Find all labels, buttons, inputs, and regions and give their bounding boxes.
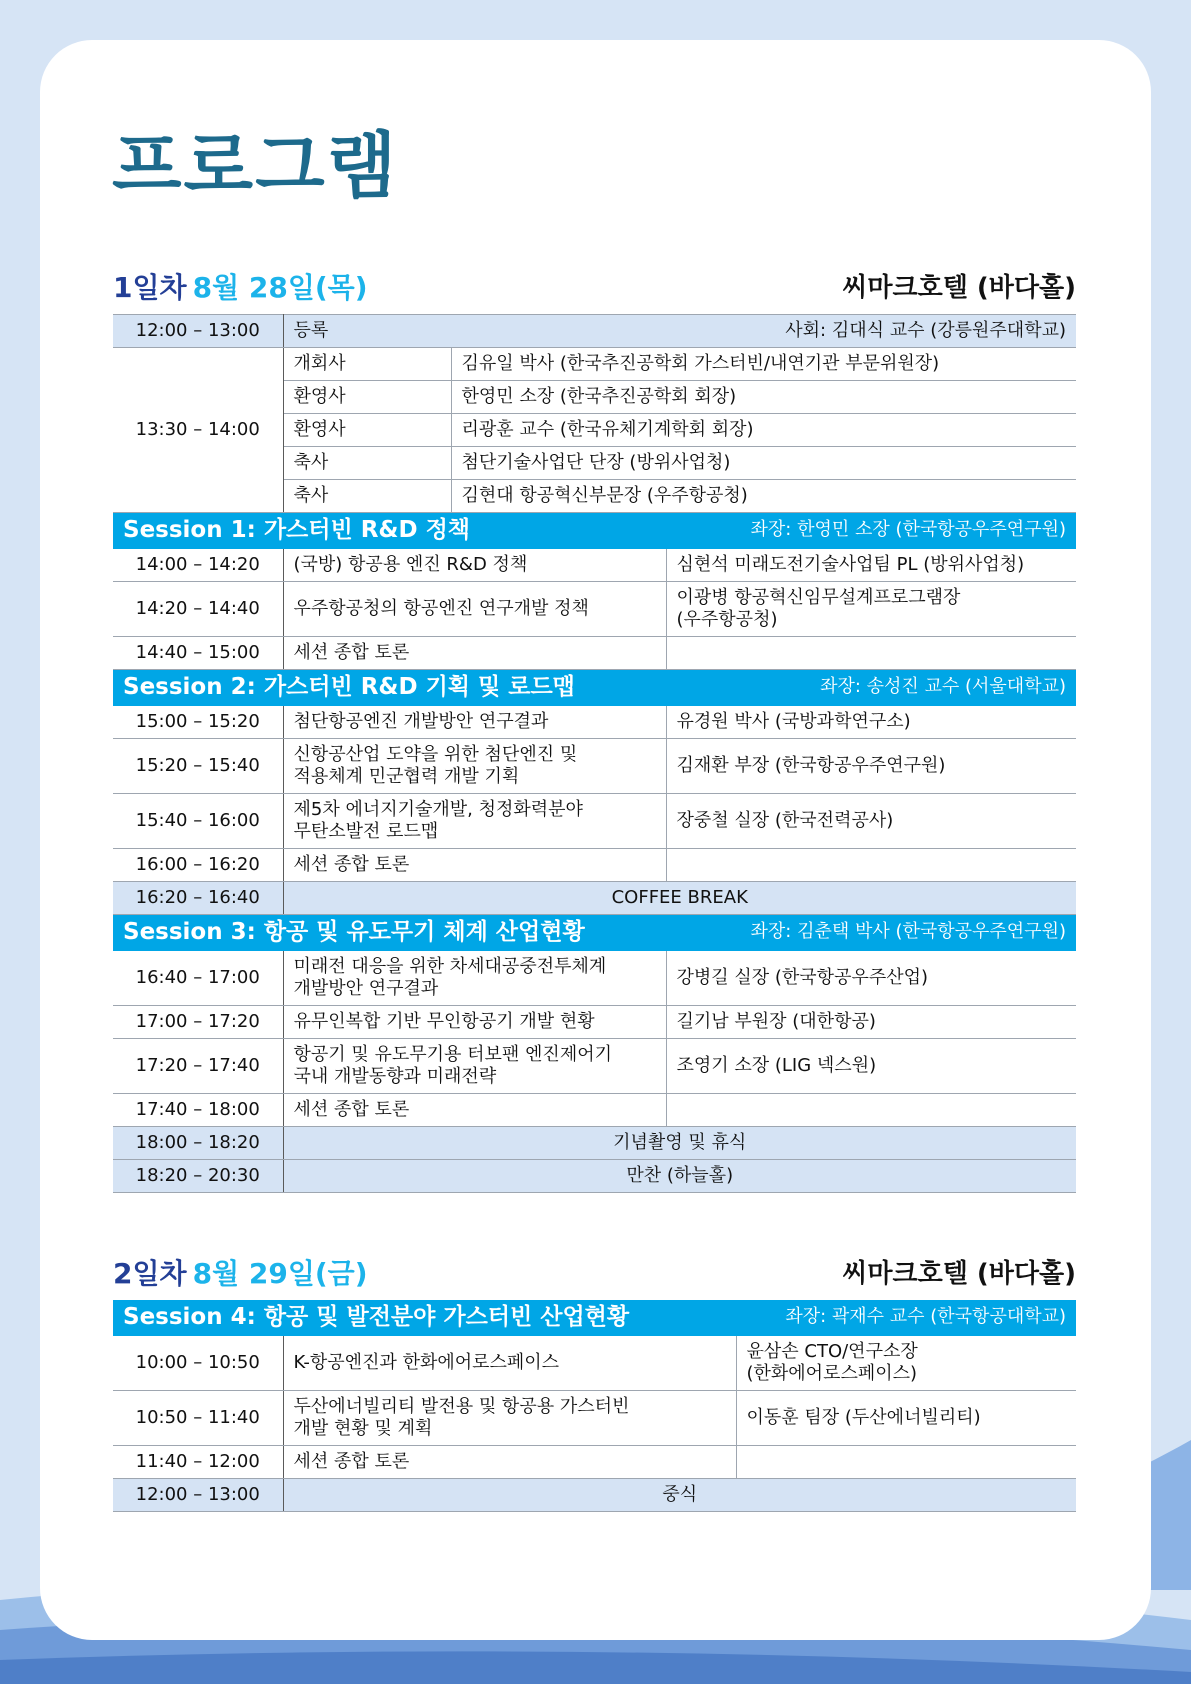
speaker-cell: 이동훈 팀장 (두산에너빌리티)	[736, 1391, 1076, 1446]
dinner-row	[113, 1160, 1076, 1193]
day1-label	[113, 268, 368, 308]
day2-label	[113, 1254, 368, 1294]
session-chair: 좌장: 한영민 소장 (한국항공우주연구원)	[750, 519, 1066, 540]
talk-row	[113, 706, 1076, 739]
speaker-cell	[666, 637, 1076, 670]
topic-cell: 두산에너빌리티 발전용 및 항공용 가스터빈 개발 현황 및 계획	[283, 1391, 736, 1446]
time-cell: 16:20 – 16:40	[113, 882, 283, 915]
registration-cell	[283, 315, 1076, 348]
time-cell: 18:00 – 18:20	[113, 1127, 283, 1160]
session-bar	[113, 915, 1076, 952]
time-cell: 15:20 – 15:40	[113, 739, 283, 794]
speaker-cell: 길기남 부원장 (대한항공)	[666, 1006, 1076, 1039]
session1-header	[113, 513, 1076, 550]
topic-cell: 유무인복합 기반 무인항공기 개발 현황	[283, 1006, 666, 1039]
topic-cell: 세션 종합 토론	[283, 1094, 666, 1127]
coffee-break-row	[113, 882, 1076, 915]
talk-row	[113, 739, 1076, 794]
time-cell: 14:40 – 15:00	[113, 637, 283, 670]
topic-cell: 신항공산업 도약을 위한 첨단엔진 및 적용체계 민군협력 개발 기획	[283, 739, 666, 794]
topic-cell: 첨단항공엔진 개발방안 연구결과	[283, 706, 666, 739]
day2-header	[113, 1254, 1076, 1294]
talk-row	[113, 549, 1076, 582]
discussion-row	[113, 1446, 1076, 1479]
discussion-row	[113, 1094, 1076, 1127]
person-cell: 첨단기술사업단 단장 (방위사업청)	[451, 447, 1076, 480]
talk-row	[113, 1391, 1076, 1446]
session-chair: 좌장: 송성진 교수 (서울대학교)	[820, 676, 1066, 697]
time-cell: 16:00 – 16:20	[113, 849, 283, 882]
topic-cell: 세션 종합 토론	[283, 637, 666, 670]
role-cell: 축사	[283, 447, 451, 480]
talk-row	[113, 1039, 1076, 1094]
topic-cell: 미래전 대응을 위한 차세대공중전투체계 개발방안 연구결과	[283, 951, 666, 1006]
session-title: Session 3: 항공 및 유도무기 체계 산업현황	[123, 919, 585, 945]
talk-row	[113, 951, 1076, 1006]
topic-cell: 우주항공청의 항공엔진 연구개발 정책	[283, 582, 666, 637]
session-title: Session 1: 가스터빈 R&D 정책	[123, 517, 471, 543]
dinner-cell: 만찬 (하늘홀)	[283, 1160, 1076, 1193]
day2-schedule-table	[113, 1300, 1076, 1512]
photo-cell: 기념촬영 및 휴식	[283, 1127, 1076, 1160]
speaker-cell: 유경원 박사 (국방과학연구소)	[666, 706, 1076, 739]
session-title: Session 4: 항공 및 발전분야 가스터빈 산업현황	[123, 1304, 630, 1330]
time-cell: 17:00 – 17:20	[113, 1006, 283, 1039]
person-cell: 리광훈 교수 (한국유체기계학회 회장)	[451, 414, 1076, 447]
break-cell: COFFEE BREAK	[283, 882, 1076, 915]
registration-label: 등록	[293, 320, 329, 341]
discussion-row	[113, 849, 1076, 882]
time-cell: 15:40 – 16:00	[113, 794, 283, 849]
speaker-cell: 윤삼손 CTO/연구소장 (한화에어로스페이스)	[736, 1336, 1076, 1391]
discussion-row	[113, 637, 1076, 670]
session-title: Session 2: 가스터빈 R&D 기획 및 로드맵	[123, 674, 575, 700]
speaker-cell: 장중철 실장 (한국전력공사)	[666, 794, 1076, 849]
time-cell: 17:20 – 17:40	[113, 1039, 283, 1094]
speaker-cell	[666, 1094, 1076, 1127]
time-cell: 15:00 – 15:20	[113, 706, 283, 739]
speaker-cell	[666, 849, 1076, 882]
topic-cell: 항공기 및 유도무기용 터보팬 엔진제어기 국내 개발동향과 미래전략	[283, 1039, 666, 1094]
talk-row	[113, 1006, 1076, 1039]
day1-date: 8월 28일(목)	[192, 271, 368, 304]
time-cell: 10:00 – 10:50	[113, 1336, 283, 1391]
time-cell: 17:40 – 18:00	[113, 1094, 283, 1127]
time-cell: 10:50 – 11:40	[113, 1391, 283, 1446]
day1-venue: 씨마크호텔 (바다홀)	[842, 273, 1076, 303]
topic-cell: 세션 종합 토론	[283, 1446, 736, 1479]
photo-row	[113, 1127, 1076, 1160]
session-bar	[113, 670, 1076, 707]
role-cell: 축사	[283, 480, 451, 513]
time-cell: 14:20 – 14:40	[113, 582, 283, 637]
session4-header	[113, 1300, 1076, 1336]
person-cell: 한영민 소장 (한국추진공학회 회장)	[451, 381, 1076, 414]
session2-header	[113, 670, 1076, 707]
topic-cell: 제5차 에너지기술개발, 청정화력분야 무탄소발전 로드맵	[283, 794, 666, 849]
session-bar	[113, 513, 1076, 550]
speaker-cell: 심현석 미래도전기술사업팀 PL (방위사업청)	[666, 549, 1076, 582]
session-chair: 좌장: 김춘택 박사 (한국항공우주연구원)	[750, 921, 1066, 942]
time-cell: 12:00 – 13:00	[113, 1479, 283, 1512]
day1-number: 1일차	[113, 271, 187, 304]
registration-row	[113, 315, 1076, 348]
role-cell: 환영사	[283, 414, 451, 447]
time-cell: 14:00 – 14:20	[113, 549, 283, 582]
talk-row	[113, 794, 1076, 849]
topic-cell: (국방) 항공용 엔진 R&D 정책	[283, 549, 666, 582]
time-cell: 11:40 – 12:00	[113, 1446, 283, 1479]
role-cell: 개회사	[283, 348, 451, 381]
time-cell: 16:40 – 17:00	[113, 951, 283, 1006]
topic-cell: 세션 종합 토론	[283, 849, 666, 882]
speaker-cell: 이광병 항공혁신임무설계프로그램장 (우주항공청)	[666, 582, 1076, 637]
day1-schedule-table	[113, 314, 1076, 1193]
speaker-cell	[736, 1446, 1076, 1479]
talk-row	[113, 1336, 1076, 1391]
day1-header	[113, 268, 1076, 308]
host-label: 사회: 김대식 교수 (강릉원주대학교)	[785, 320, 1066, 341]
speaker-cell: 강병길 실장 (한국항공우주산업)	[666, 951, 1076, 1006]
talk-row	[113, 582, 1076, 637]
speaker-cell: 조영기 소장 (LIG 넥스원)	[666, 1039, 1076, 1094]
role-cell: 환영사	[283, 381, 451, 414]
page-title: 프로그램	[112, 124, 399, 208]
time-cell: 18:20 – 20:30	[113, 1160, 283, 1193]
time-cell: 12:00 – 13:00	[113, 315, 283, 348]
day2-number: 2일차	[113, 1257, 187, 1290]
time-cell: 13:30 – 14:00	[113, 348, 283, 513]
session-bar	[113, 1300, 1076, 1336]
session3-header	[113, 915, 1076, 952]
person-cell: 김현대 항공혁신부문장 (우주항공청)	[451, 480, 1076, 513]
opening-row	[113, 348, 1076, 381]
topic-cell: K-항공엔진과 한화에어로스페이스	[283, 1336, 736, 1391]
day2-date: 8월 29일(금)	[192, 1257, 368, 1290]
lunch-row	[113, 1479, 1076, 1512]
lunch-cell: 중식	[283, 1479, 1076, 1512]
day2-venue: 씨마크호텔 (바다홀)	[842, 1259, 1076, 1289]
session-chair: 좌장: 곽재수 교수 (한국항공대학교)	[785, 1306, 1067, 1327]
speaker-cell: 김재환 부장 (한국항공우주연구원)	[666, 739, 1076, 794]
person-cell: 김유일 박사 (한국추진공학회 가스터빈/내연기관 부문위원장)	[451, 348, 1076, 381]
